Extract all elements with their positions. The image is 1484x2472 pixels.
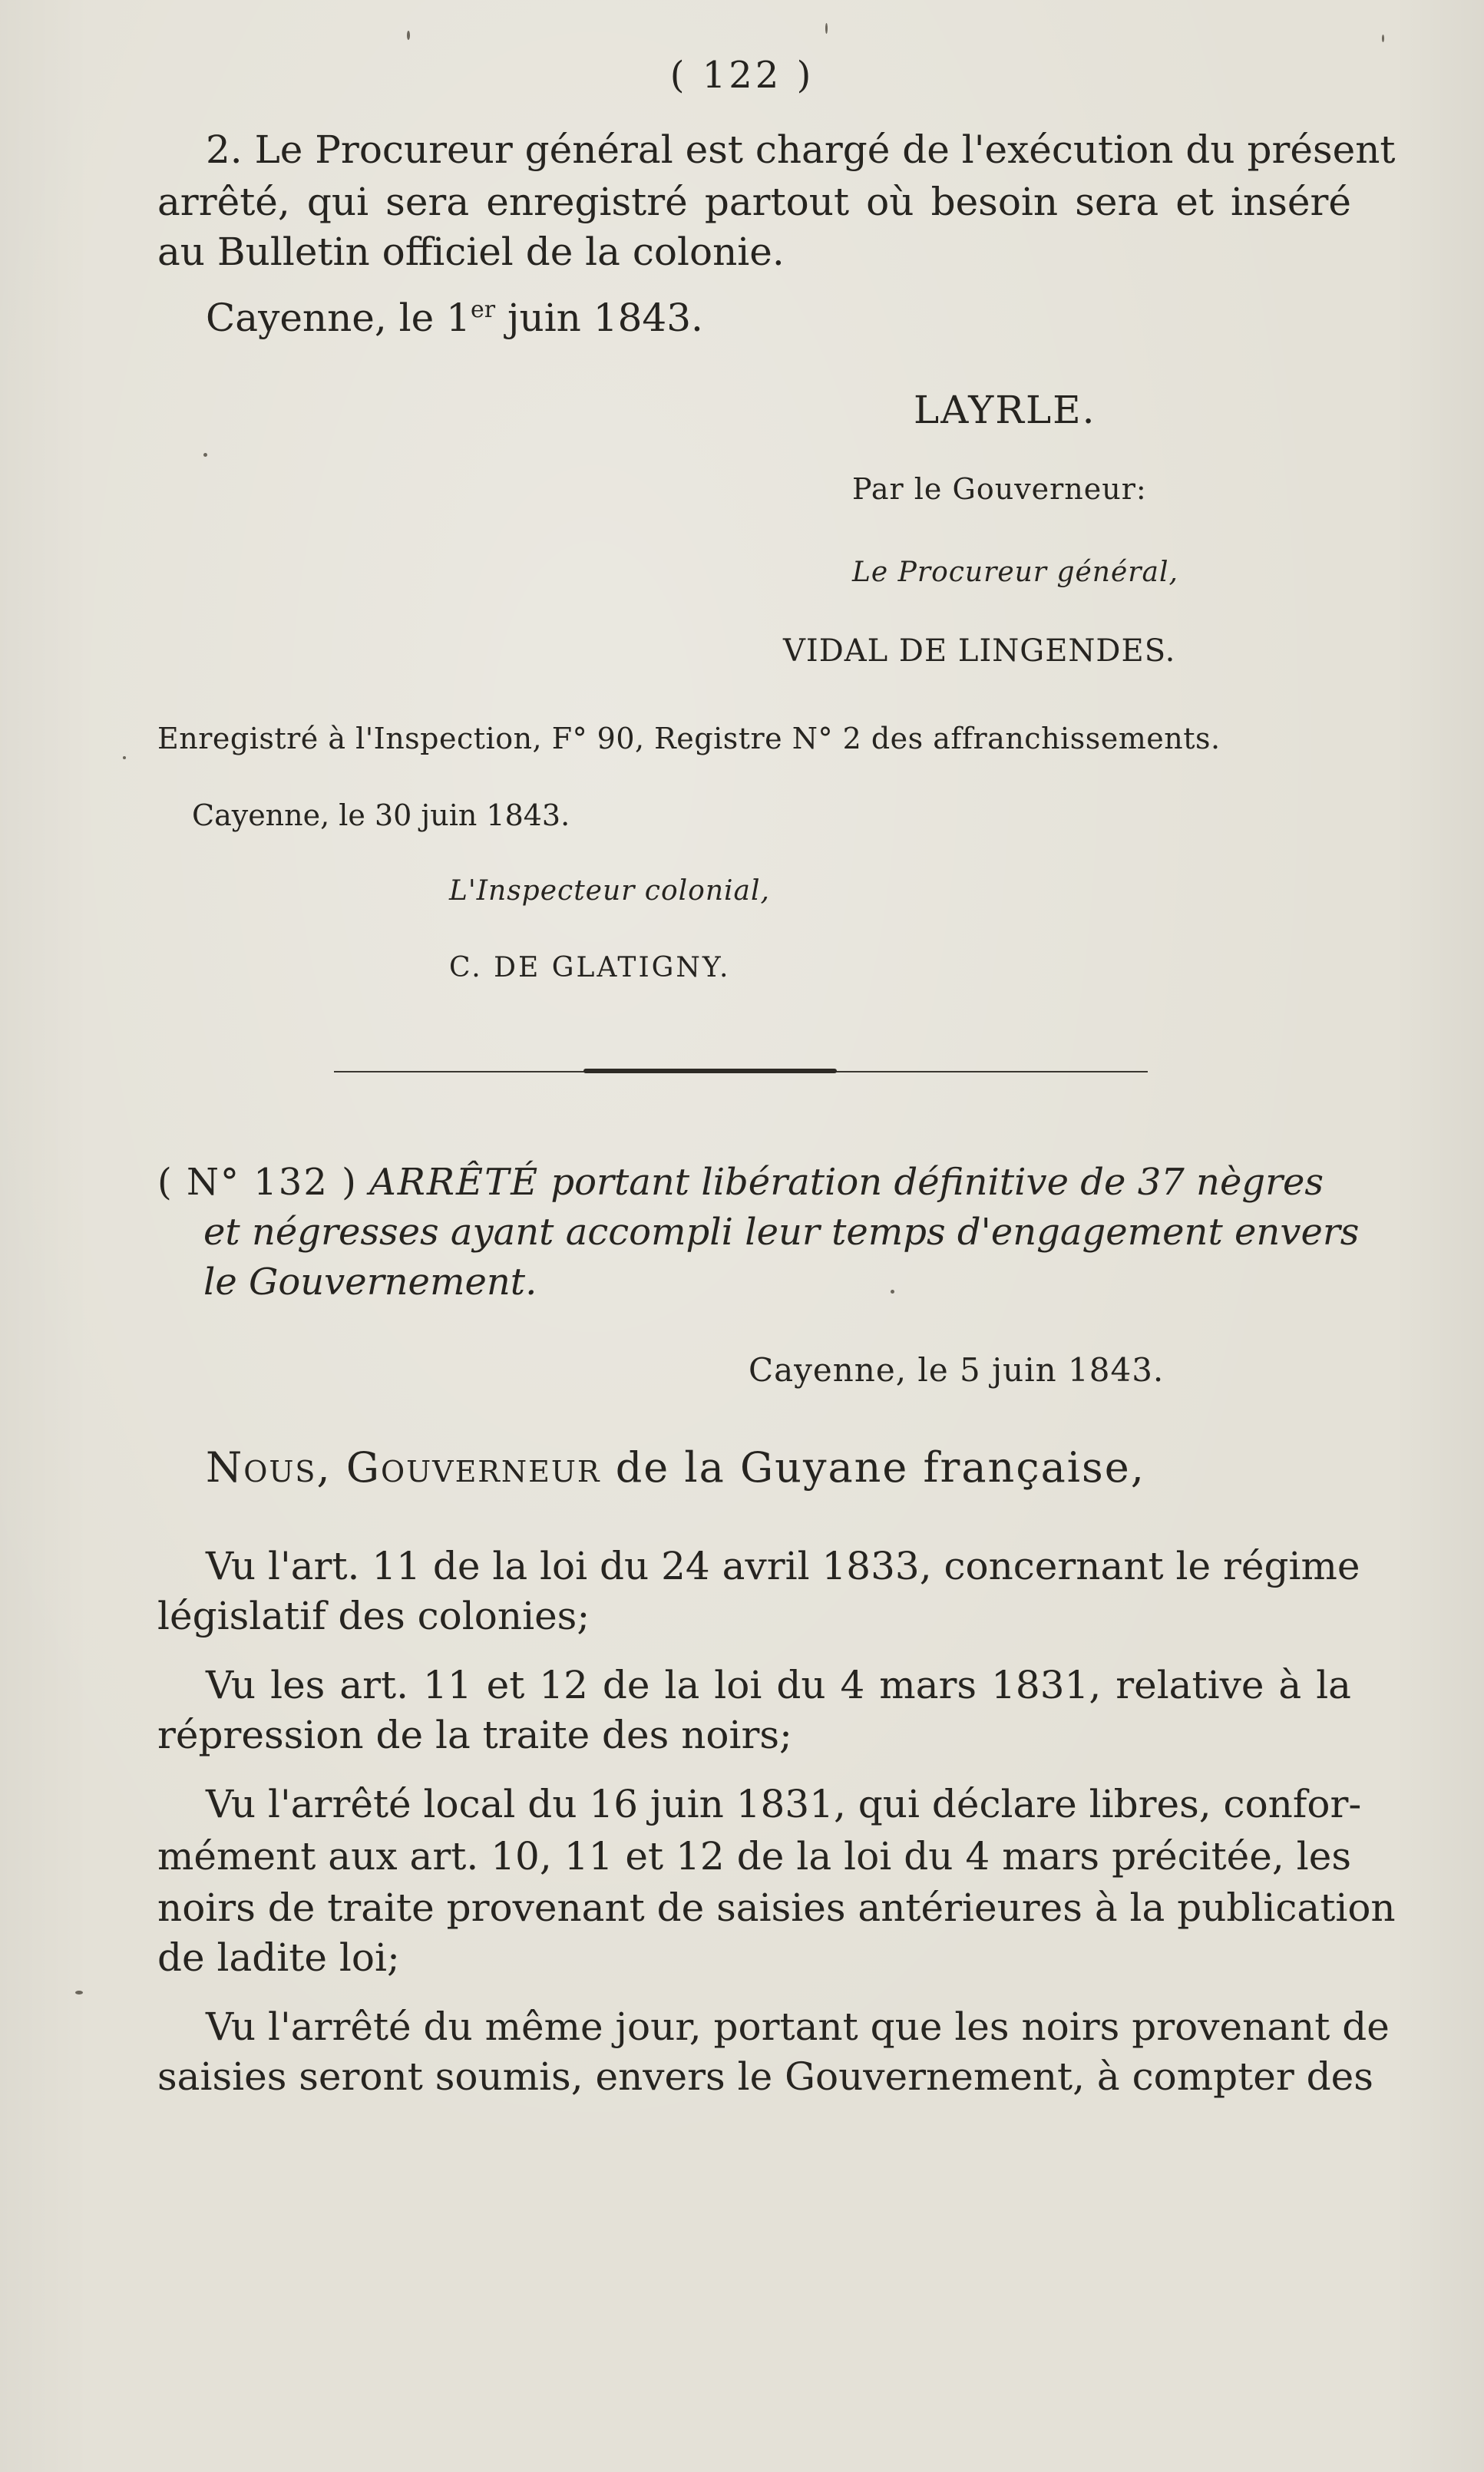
- inspecteur-title: L'Inspecteur colonial,: [449, 875, 770, 907]
- consideration-line: noirs de traite provenant de saisies antérieures à la publication: [157, 1885, 1396, 1930]
- consideration-line: Vu l'arrêté du même jour, portant que les noirs provenant de: [206, 2004, 1390, 2049]
- arrete-issue-date: Cayenne, le 5 juin 1843.: [749, 1351, 1165, 1389]
- paper-speck: [75, 1991, 83, 1994]
- consideration-line: Vu l'art. 11 de la loi du 24 avril 1833, concernant le régime: [206, 1544, 1360, 1588]
- paper-speck: [203, 453, 207, 457]
- arrete-heading-line: [157, 1159, 1324, 1205]
- consideration-line: mément aux art. 10, 11 et 12 de la loi du 4 mars précitée, les: [157, 1834, 1351, 1879]
- consideration-line: Vu l'arrêté local du 16 juin 1831, qui déclare libres, confor-: [206, 1782, 1362, 1826]
- nous-word: Nous: [206, 1443, 317, 1492]
- par-le-gouverneur: Par le Gouverneur:: [852, 472, 1147, 506]
- procureur-title: Le Procureur général,: [852, 557, 1178, 588]
- consideration-line: saisies seront soumis, envers le Gouvernement, à compter des: [157, 2054, 1373, 2099]
- paper-speck: [123, 756, 126, 759]
- registration-date: Cayenne, le 30 juin 1843.: [192, 798, 570, 832]
- gouverneur-word: Gouverneur: [345, 1443, 601, 1492]
- dateline-suffix: juin 1843.: [495, 296, 703, 340]
- page-number: ( 122 ): [669, 54, 815, 97]
- arrete-title-rest: portant libération définitive de 37 nègres: [539, 1161, 1324, 1204]
- arrete-heading-line: et négresses ayant accompli leur temps d'engagement envers: [203, 1211, 1360, 1254]
- registration-line: Enregistré à l'Inspection, F° 90, Registre N° 2 des affranchissements.: [157, 722, 1221, 755]
- paragraph-line: arrêté, qui sera enregistré partout où besoin sera et inséré: [157, 180, 1351, 224]
- paper-speck: [825, 23, 828, 34]
- consideration-line: législatif des colonies;: [157, 1594, 590, 1638]
- dateline: [206, 296, 703, 340]
- paragraph-line: 2. Le Procureur général est chargé de l'exécution du présent: [206, 127, 1396, 172]
- preamble-nous: Nous, Gouverneur de la Guyane française,: [206, 1443, 1145, 1492]
- consideration-line: de ladite loi;: [157, 1935, 400, 1980]
- paragraph-line: au Bulletin officiel de la colonie.: [157, 230, 785, 274]
- paper-speck: [407, 31, 410, 40]
- dateline-prefix: Cayenne, le 1: [206, 296, 471, 340]
- paper-speck: [891, 1290, 894, 1294]
- preamble-rest: de la Guyane française,: [600, 1443, 1145, 1492]
- paper-speck: [1382, 35, 1384, 42]
- inspecteur-name: C. DE GLATIGNY.: [449, 952, 731, 983]
- section-divider-ornament: [583, 1069, 837, 1073]
- governor-signature: LAYRLE.: [914, 388, 1096, 432]
- arrete-keyword: ARRÊTÉ: [369, 1161, 540, 1204]
- procureur-name: VIDAL DE LINGENDES.: [783, 633, 1176, 669]
- consideration-line: Vu les art. 11 et 12 de la loi du 4 mars 1831, relative à la: [206, 1663, 1351, 1707]
- arrete-number: ( N° 132 ): [157, 1161, 358, 1204]
- consideration-line: répression de la traite des noirs;: [157, 1713, 792, 1757]
- dateline-superscript: er: [470, 296, 496, 323]
- arrete-heading-line: le Gouvernement.: [203, 1261, 537, 1304]
